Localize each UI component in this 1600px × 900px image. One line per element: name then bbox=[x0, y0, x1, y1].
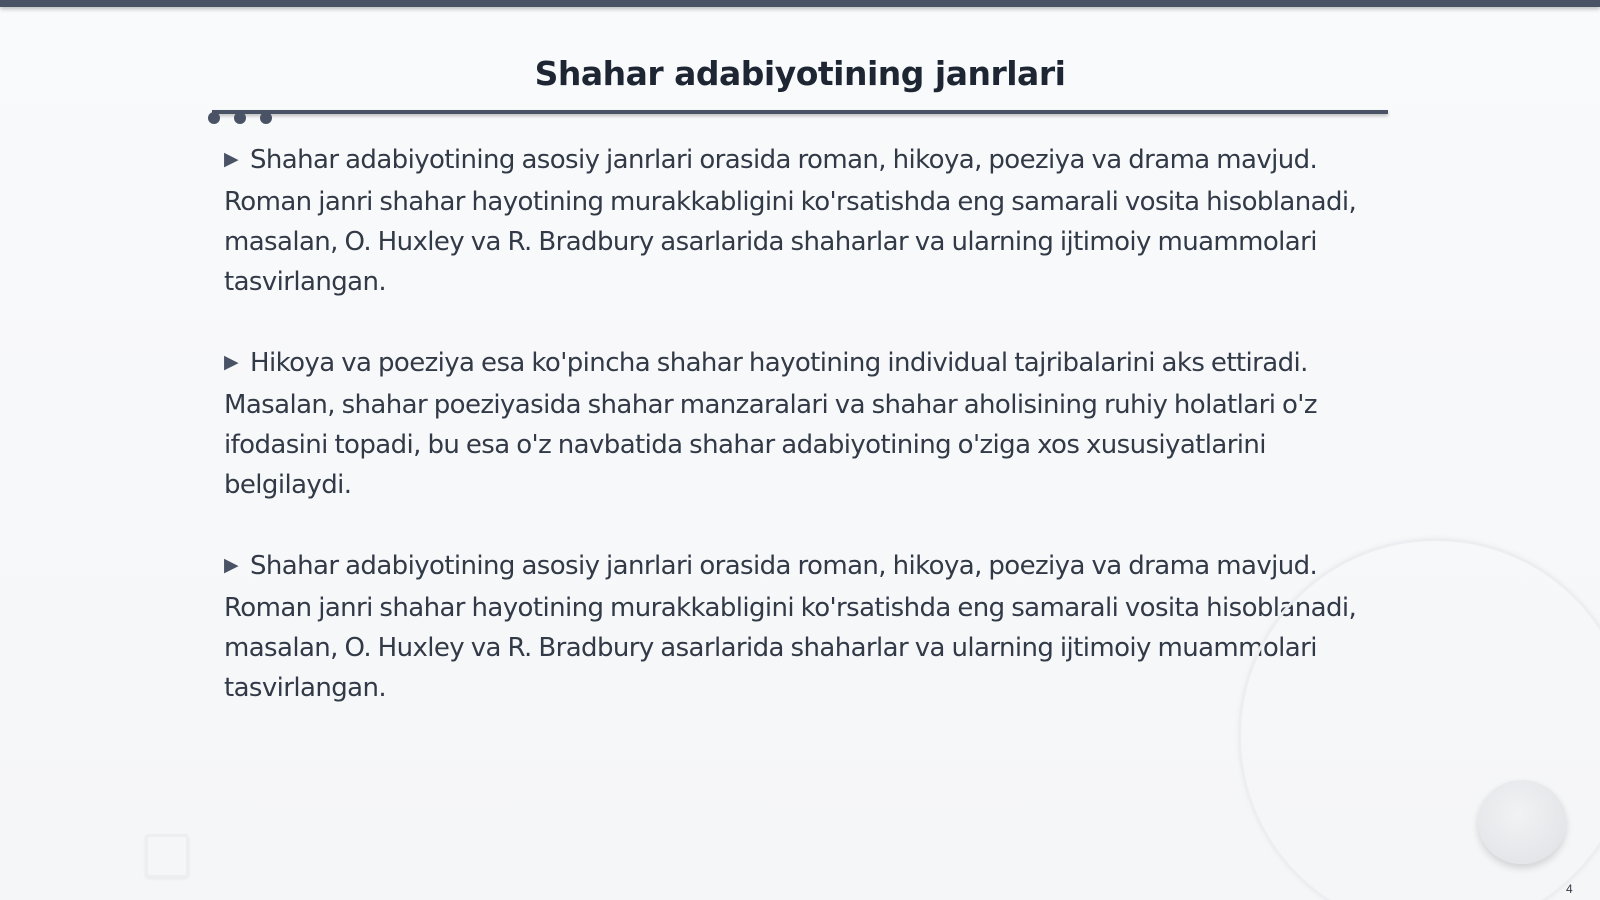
slide-title: Shahar adabiyotining janrlari bbox=[534, 54, 1066, 93]
bullet-paragraph bbox=[224, 546, 1364, 708]
bullet-paragraph bbox=[224, 343, 1364, 505]
paragraph-text: Shahar adabiyotining asosiy janrlari orasida roman, hikoya, poeziya va drama mavjud. Roman janri shahar hayotining murakkabligini ko'rsatishda eng samarali vosita hisoblanadi, masalan, O. Huxley va R. Bradbury asarlarida shaharlar va ularning ijtimoiy muammolari tasvirlangan. bbox=[224, 551, 1357, 703]
underline-dot bbox=[260, 112, 272, 124]
page-number: 4 bbox=[1566, 882, 1573, 896]
triangle-right-icon: ▶ bbox=[224, 351, 239, 373]
decorative-ball bbox=[1478, 780, 1566, 864]
triangle-right-icon: ▶ bbox=[224, 554, 239, 576]
underline-dot bbox=[234, 112, 246, 124]
paragraph-text: Hikoya va poeziya esa ko'pincha shahar hayotining individual tajribalarini aks ettiradi. Masalan, shahar poeziyasida shahar manzaralari va shahar aholisining ruhiy holatlari o'z ifodasini topadi, bu esa o'z navbatida shahar adabiyotining o'ziga xos xususiyatlarini belgilaydi. bbox=[224, 348, 1317, 500]
underline-dot bbox=[208, 112, 220, 124]
title-underline bbox=[212, 110, 1388, 114]
triangle-right-icon: ▶ bbox=[224, 148, 239, 170]
paragraph-text: Shahar adabiyotining asosiy janrlari orasida roman, hikoya, poeziya va drama mavjud. Roman janri shahar hayotining murakkabligini ko'rsatishda eng samarali vosita hisoblanadi, masalan, O. Huxley va R. Bradbury asarlarida shaharlar va ularning ijtimoiy muammolari tasvirlangan. bbox=[224, 145, 1357, 297]
bullet-paragraph bbox=[224, 140, 1364, 302]
decorative-square bbox=[145, 834, 189, 878]
slide-body bbox=[224, 140, 1364, 749]
top-accent-bar bbox=[0, 0, 1600, 7]
